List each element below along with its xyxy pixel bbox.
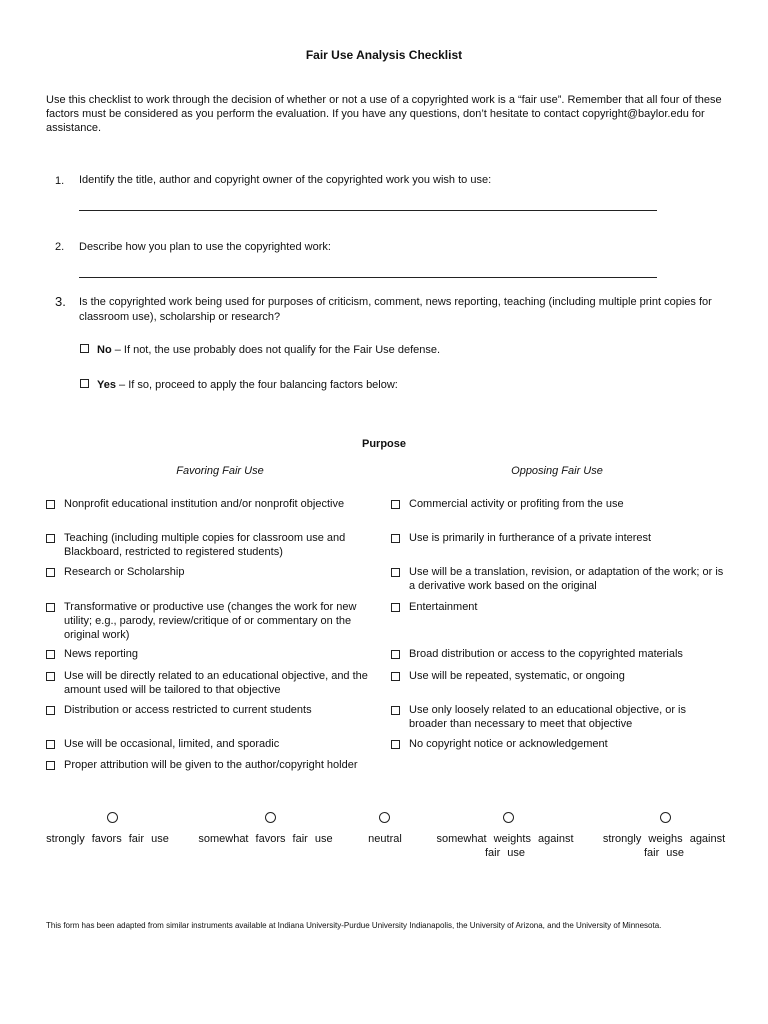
question-1-answer-line[interactable] [79, 210, 657, 211]
radio-somewhat-favors[interactable] [265, 812, 276, 823]
checkbox[interactable] [46, 534, 55, 543]
q3-option-no-label: No [97, 344, 112, 356]
opposing-item[interactable] [391, 703, 726, 731]
favoring-column-header: Favoring Fair Use [176, 465, 264, 477]
question-2-answer-line[interactable] [79, 277, 657, 278]
favoring-item[interactable] [46, 647, 381, 661]
opposing-column-header: Opposing Fair Use [511, 465, 603, 477]
favoring-item-text: Distribution or access restricted to current students [64, 704, 312, 716]
radio-neutral[interactable] [379, 812, 390, 823]
radio-somewhat-against[interactable] [503, 812, 514, 823]
favoring-item-text: Transformative or productive use (changes the work for new utility; e.g., parody, review/critique of or commentary on the original work) [64, 601, 357, 641]
opposing-item-text: No copyright notice or acknowledgement [409, 738, 608, 750]
question-2-text: Describe how you plan to use the copyrighted work: [79, 241, 331, 253]
scale-label-strongly-favors: strongly favors fair use [46, 833, 169, 845]
checkbox[interactable] [391, 650, 400, 659]
favoring-item[interactable] [46, 531, 381, 559]
checkbox[interactable] [391, 500, 400, 509]
question-3-number: 3. [55, 294, 66, 309]
opposing-item-text: Entertainment [409, 601, 478, 613]
section-heading-purpose: Purpose [361, 438, 406, 450]
checkbox[interactable] [46, 650, 55, 659]
checkbox[interactable] [46, 603, 55, 612]
footer-note: This form has been adapted from similar instruments available at Indiana University-Purdue University Indianapolis, the University of Arizona, and the University of Minnesota. [46, 921, 662, 930]
favoring-item[interactable] [46, 497, 381, 511]
intro-paragraph: Use this checklist to work through the decision of whether or not a use of a copyrighted work is a “fair use”. Remember that all four of these factors must be considered as you perform the evaluation. If you have any questions, don’t hesitate to contact copyright@baylor.edu for assistance. [46, 94, 722, 134]
checkbox[interactable] [80, 379, 89, 388]
checkbox[interactable] [80, 344, 89, 353]
favoring-item[interactable] [46, 737, 381, 751]
question-3-text: Is the copyrighted work being used for purposes of criticism, comment, news reporting, teaching (including multiple print copies for classroom use), scholarship or research? [79, 296, 712, 323]
favoring-item-text: Research or Scholarship [64, 566, 185, 578]
question-2-number: 2. [55, 241, 65, 253]
radio-strongly-against[interactable] [660, 812, 671, 823]
checkbox[interactable] [391, 740, 400, 749]
radio-strongly-favors[interactable] [107, 812, 118, 823]
checkbox[interactable] [391, 568, 400, 577]
checkbox[interactable] [46, 740, 55, 749]
opposing-item[interactable] [391, 600, 726, 614]
checkbox[interactable] [46, 761, 55, 770]
favoring-item-text: Proper attribution will be given to the author/copyright holder [64, 759, 358, 771]
favoring-item-text: Use will be directly related to an educational objective, and the amount used will be tailored to that objective [64, 670, 368, 696]
opposing-item[interactable] [391, 647, 726, 661]
scale-label-somewhat-against: somewhat weights against fair use [436, 833, 574, 859]
opposing-item[interactable] [391, 531, 726, 545]
q3-option-yes-label: Yes [97, 379, 116, 391]
q3-option-yes[interactable] [80, 379, 398, 391]
checkbox[interactable] [391, 603, 400, 612]
opposing-item[interactable] [391, 669, 726, 683]
checkbox[interactable] [391, 706, 400, 715]
checkbox[interactable] [46, 672, 55, 681]
opposing-item-text: Use only loosely related to an educational objective, or is broader than necessary to meet that objective [409, 704, 686, 730]
opposing-item[interactable] [391, 497, 726, 511]
question-1-number: 1. [55, 175, 65, 187]
q3-option-yes-text: – If so, proceed to apply the four balancing factors below: [115, 379, 398, 391]
checkbox[interactable] [46, 568, 55, 577]
scale-label-strongly-against: strongly weighs against fair use [602, 833, 726, 859]
scale-label-neutral: neutral [368, 833, 402, 845]
opposing-item-text: Use will be repeated, systematic, or ongoing [409, 670, 625, 682]
opposing-item-text: Use will be a translation, revision, or adaptation of the work; or is a derivative work based on the original [409, 566, 724, 592]
checkbox[interactable] [46, 706, 55, 715]
opposing-item[interactable] [391, 565, 726, 593]
scale-label-somewhat-favors: somewhat favors fair use [198, 833, 333, 845]
opposing-item-text: Broad distribution or access to the copyrighted materials [409, 648, 683, 660]
favoring-item[interactable] [46, 758, 381, 772]
favoring-item-text: Teaching (including multiple copies for classroom use and Blackboard, restricted to registered students) [64, 532, 346, 558]
favoring-item[interactable] [46, 703, 381, 717]
opposing-item[interactable] [391, 737, 726, 751]
checkbox[interactable] [391, 672, 400, 681]
question-1-text: Identify the title, author and copyright owner of the copyrighted work you wish to use: [79, 174, 492, 186]
favoring-item[interactable] [46, 600, 381, 642]
favoring-item[interactable] [46, 565, 381, 579]
favoring-item-text: Nonprofit educational institution and/or nonprofit objective [64, 498, 345, 510]
page-title: Fair Use Analysis Checklist [305, 48, 463, 62]
q3-option-no[interactable] [80, 344, 440, 356]
q3-option-no-text: – If not, the use probably does not qualify for the Fair Use defense. [111, 344, 441, 356]
checkbox[interactable] [391, 534, 400, 543]
checkbox[interactable] [46, 500, 55, 509]
opposing-item-text: Commercial activity or profiting from the use [409, 498, 624, 510]
opposing-item-text: Use is primarily in furtherance of a private interest [409, 532, 652, 544]
favoring-item[interactable] [46, 669, 381, 697]
favoring-item-text: Use will be occasional, limited, and sporadic [64, 738, 280, 750]
favoring-item-text: News reporting [64, 648, 138, 660]
